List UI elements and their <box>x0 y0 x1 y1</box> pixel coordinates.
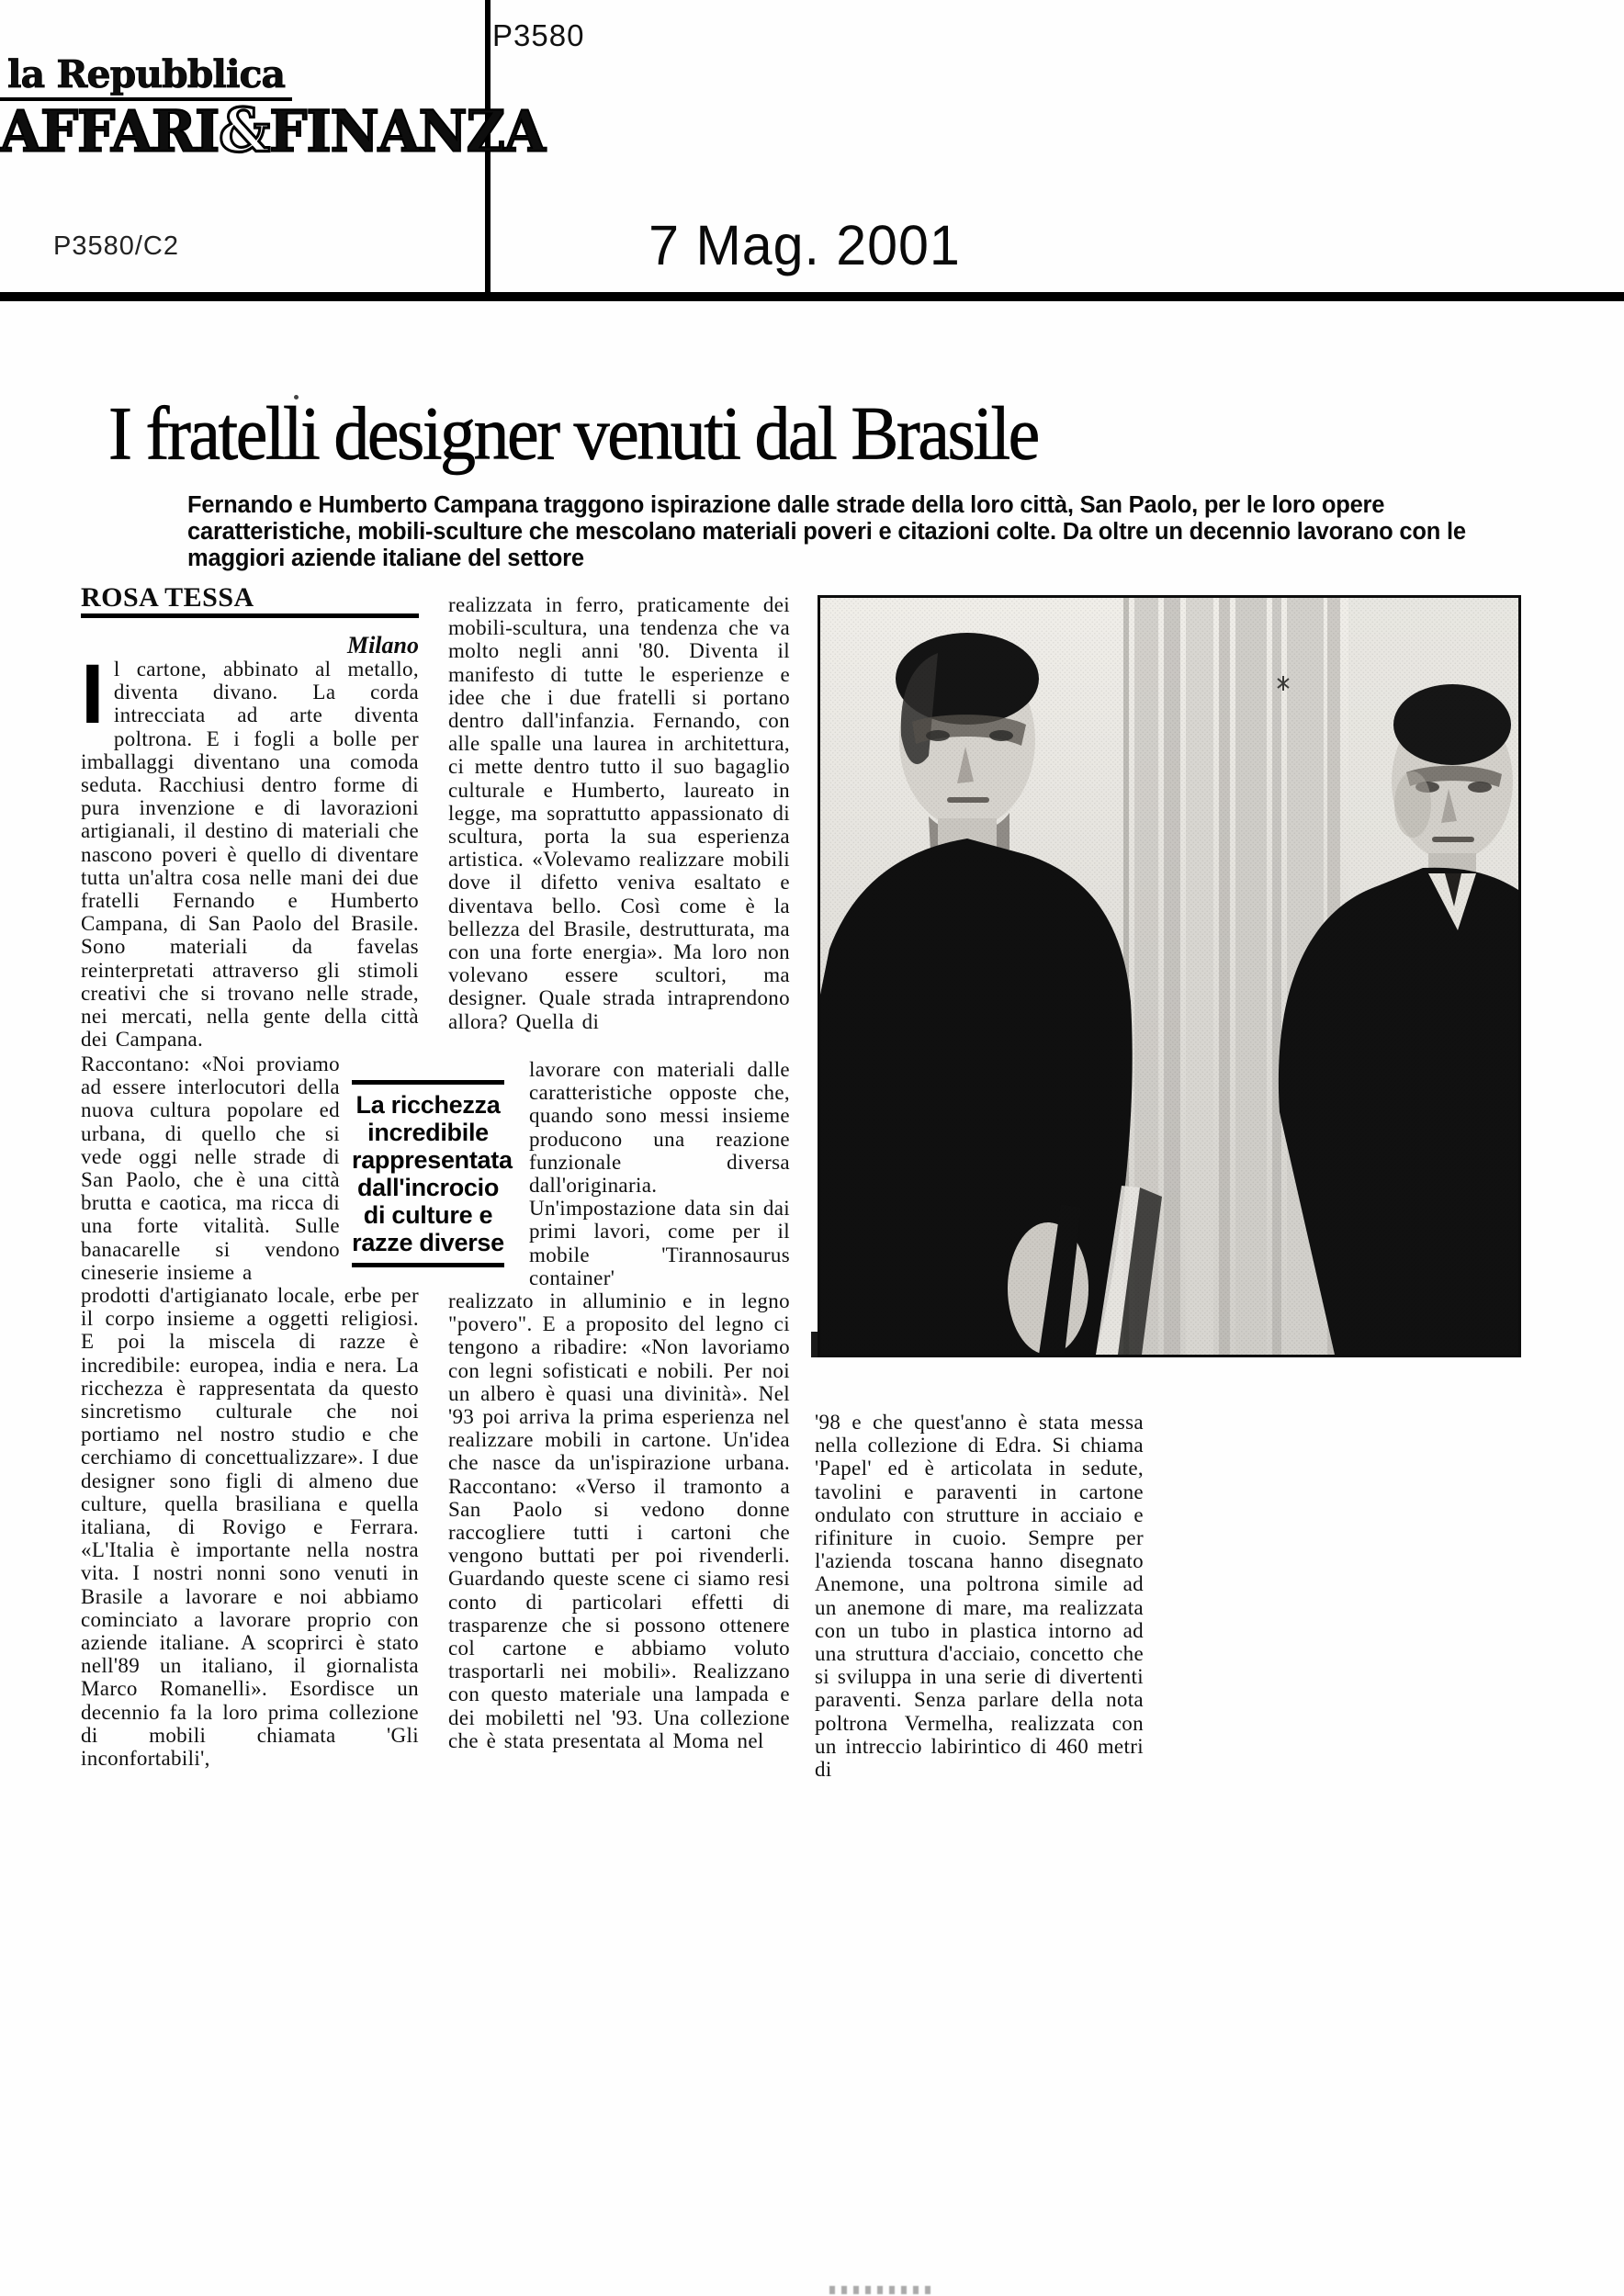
newspaper-logo-text: la Repubblica <box>0 52 292 101</box>
supplement-suffix: FINANZA <box>269 98 545 165</box>
byline: ROSA TESSA <box>81 582 254 613</box>
column3-segment-1 <box>815 1411 1144 1781</box>
pull-quote-text: La ricchezza incredibile rappresentata dall'incrocio di culture e razze diverse <box>352 1091 513 1256</box>
masthead-rule <box>0 292 1624 301</box>
body-text: Raccontano: «Noi proviamo ad essere interlocutori della nuova cultura popolare ed urbana, di quello che si vede oggi nelle strade di San Paolo, che è una città brutta e caotica, ma ricca di una forte vitalità. Sulle banacarelle si vendono cineserie insieme a <box>81 1052 340 1284</box>
photo-campana-brothers <box>818 595 1521 1357</box>
body-text: '98 e che quest'anno è stata messa nella collezione di Edra. Si chiama 'Papel' ed è articolata in sedute, tavolini e paraventi in cartone ondulato con strutture in acciaio e rifiniture in cuoio. Sempre per l'azienda toscana hanno disegnato Anemone, una poltrona simile ad un anemone di mare, ma realizzata con un tubo in plastica intorno ad una struttura d'acciaio, concetto che si sviluppa in una serie di divertenti paraventi. Senza parlare della nota poltrona Vermelha, realizzata con un intreccio labirintico di 460 metri di <box>815 1411 1144 1782</box>
column1-segment-1 <box>81 658 419 1052</box>
column2-segment-3 <box>448 1289 790 1752</box>
article-column-3 <box>815 1411 1144 1781</box>
byline-rule <box>81 613 419 618</box>
issue-date: 7 Mag. 2001 <box>648 214 961 276</box>
column1-segment-3 <box>81 1284 419 1770</box>
body-text: lavorare con materiali dalle caratteristiche opposte che, quando sono messi insieme producono una reazione funzionale diversa dall'originaria. Un'impostazione data sin dai primi lavori, come per il mobile 'Tirannosaurus container' <box>529 1058 790 1289</box>
drop-cap: I <box>81 658 105 741</box>
subhead: Fernando e Humberto Campana traggono ispirazione dalle strade della loro città, San Paolo, per le loro opere caratteristiche, mobili-sculture che mescolano materiali poveri e citazioni colte. Da oltre un decennio lavorano con le maggiori aziende italiane del settore <box>187 492 1466 571</box>
supplement-logo <box>0 95 625 165</box>
ampersand-glyph: & <box>219 95 270 166</box>
scan-artifact <box>811 1332 818 1357</box>
body-text: realizzato in alluminio e in legno "povero". E a proposito del legno ci tengono a ribadire: «Non lavoriamo con legni sofisticati e nobili. Per noi un albero è quasi una divinità». Nel '93 poi arriva la prima esperienza nel realizzare mobili in cartone. Un'idea che nasce da un'ispirazione urbana. Raccontano: «Verso il tramonto a San Paolo si vedono donne raccogliere tutti i cartoni che vengono buttati per poi rivenderli. Guardando queste scene ci siamo resi conto di particolari effetti di trasparenze che si possono ottenere col cartone e abbiamo voluto trasportarli nei mobili». Realizzano con questo materiale una lampada e dei mobiletti nel '93. Una collezione che è stata presentata al Moma nel <box>448 1289 790 1752</box>
page-code-left: P3580/C2 <box>53 231 179 261</box>
headline: I fratelli designer venuti dal Brasile <box>108 390 1038 476</box>
photo-illustration <box>820 598 1518 1355</box>
column1-segment-2 <box>81 1052 340 1284</box>
body-text: l cartone, abbinato al metallo, diventa divano. La corda intrecciata ad arte diventa poltrona. E i fogli a bolle per imballaggi diventano una comoda seduta. Racchiusi dentro forme di pura invenzione e di lavorazioni artigianali, il destino di materiali che nascono poveri è quello di diventare tutta un'altra cosa nelle mani dei due fratelli Fernando e Humberto Campana, di San Paolo del Brasile. Sono materiali da favelas reinterpretati attraverso gli stimoli creativi che si trovano nelle strade, nei mercati, nella gente della città dei Campana. <box>81 658 419 1052</box>
body-text: prodotti d'artigianato locale, erbe per il corpo insieme a oggetti religiosi. E poi la miscela di razze è incredibile: europea, india e nera. La ricchezza è rappresentata da questo sincretismo culturale che noi portiamo nel nostro studio e che cerchiamo di concettualizzare». I due designer sono figli di almeno due culture, quella brasiliana e quella italiana, di Rovigo e Ferrara. «L'Italia è importante nella nostra vita. I nostri nonni sono venuti in Brasile a lavorare e noi abbiamo cominciato a lavorare proprio con aziende italiane. A scoprirci è stato nell'89 un italiano, il giornalista Marco Romanelli». Esordisce un decennio fa la loro prima collezione di mobili chiamata 'Gli inconfortabili', <box>81 1284 419 1771</box>
page-code-top: P3580 <box>492 18 585 52</box>
column2-segment-2 <box>529 1058 790 1289</box>
column2-segment-1 <box>448 593 790 1058</box>
article-column-2 <box>448 593 790 1752</box>
dateline: Milano <box>346 632 419 658</box>
body-text: realizzata in ferro, praticamente dei mobili-scultura, una tendenza che va molto negli anni '80. Diventa il manifesto di tutte le esperienze e idee che i due fratelli si portano dentro dall'infanzia. Fernando, con alle spalle una laurea in architettura, ci mette dentro tutto il suo bagaglio culturale e Humberto, laureato in legge, ma soprattutto appassionato di scultura, porta la sua esperienza artistica. «Volevamo realizzare mobili dove il difetto veniva esaltato e diventava bello. Così come è la bellezza del Brasile, destrutturata, ma con una forte energia». Ma loro non volevano essere scultori, ma designer. Quale strada intraprendono allora? Quella di <box>448 593 790 1033</box>
scan-artifact <box>829 2286 935 2294</box>
supplement-prefix: AFFARI <box>0 98 220 165</box>
